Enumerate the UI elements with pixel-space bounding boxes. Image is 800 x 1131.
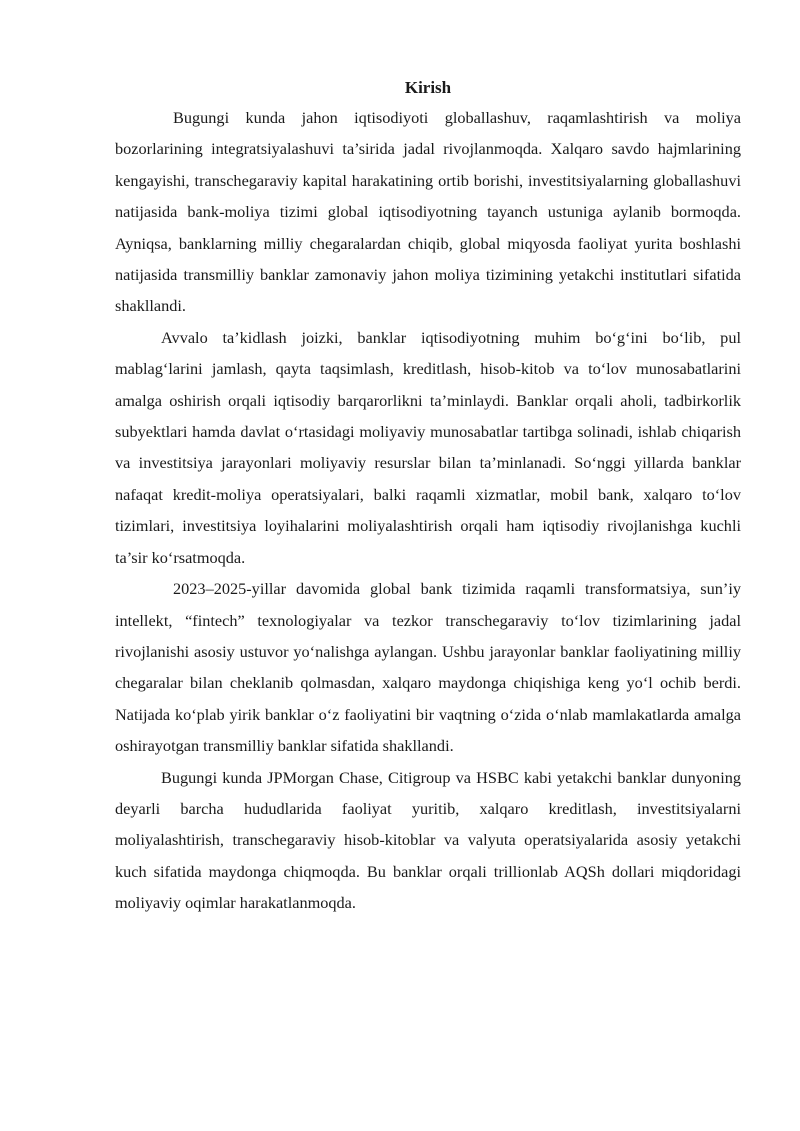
paragraph-1: Bugungi kunda jahon iqtisodiyoti globallashuv, raqamlashtirish va moliya bozorlarining integratsiyalashuvi ta’sirida jadal rivojlanmoqda. Xalqaro savdo hajmlarining kengayishi, transchegaraviy kapital harakatining ortib borishi, investitsiyalarning globallashuvi natijasida bank-moliya tizimi global iqtisodiyotning tayanch ustuniga aylanib bormoqda. Ayniqsa, banklarning milliy chegaralardan chiqib, global miqyosda faoliyat yurita boshlashi natijasida transmilliy banklar zamonaviy jahon moliya tizimining yetakchi institutlari sifatida shakllandi. — [115, 108, 741, 316]
paragraph-4: Bugungi kunda JPMorgan Chase, Citigroup va HSBC kabi yetakchi banklar dunyoning deyarli barcha hududlarida faoliyat yuritib, xalqaro kreditlash, investitsiyalarni moliyalashtirish, transchegaraviy hisob-kitoblar va valyuta operatsiyalarida asosiy yetakchi kuch sifatida maydonga chiqmoqda. Bu banklar orqali trillionlab AQSh dollari miqdoridagi moliyaviy oqimlar harakatlanmoqda. — [115, 767, 741, 913]
paragraph-2: Avvalo ta’kidlash joizki, banklar iqtisodiyotning muhim bo‘g‘ini bo‘lib, pul mablag‘larini jamlash, qayta taqsimlash, kreditlash, hisob-kitob va to‘lov munosabatlarini amalga oshirish orqali iqtisodiy barqarorlikni ta’minlaydi. Banklar orqali aholi, tadbirkorlik subyektlari hamda davlat o‘rtasidagi moliyaviy munosabatlar tartibga solinadi, ishlab chiqarish va investitsiya jarayonlari moliyaviy resurslar bilan ta’minlanadi. So‘nggi yillarda banklar nafaqat kredit-moliya operatsiyalari, balki raqamli xizmatlar, mobil bank, xalqaro to‘lov tizimlari, investitsiya loyihalarini moliyalashtirish orqali ham iqtisodiy rivojlanishga kuchli ta’sir ko‘rsatmoqda. — [115, 327, 741, 567]
paragraph-3: 2023–2025-yillar davomida global bank tizimida raqamli transformatsiya, sun’iy intellekt, “fintech” texnologiyalar va tezkor transchegaraviy to‘lov tizimlarining jadal rivojlanishi asosiy ustuvor yo‘nalishga aylangan. Ushbu jarayonlar banklar faoliyatining milliy chegaralar bilan cheklanib qolmasdan, xalqaro maydonga chiqishiga keng yo‘l ochib berdi. Natijada ko‘plab yirik banklar o‘z faoliyatini bir vaqtning o‘zida o‘nlab mamlakatlarda amalga oshirayotgan transmilliy banklar sifatida shakllandi. — [115, 579, 741, 756]
document-page — [115, 74, 741, 919]
page-title: Kirish — [404, 78, 452, 97]
